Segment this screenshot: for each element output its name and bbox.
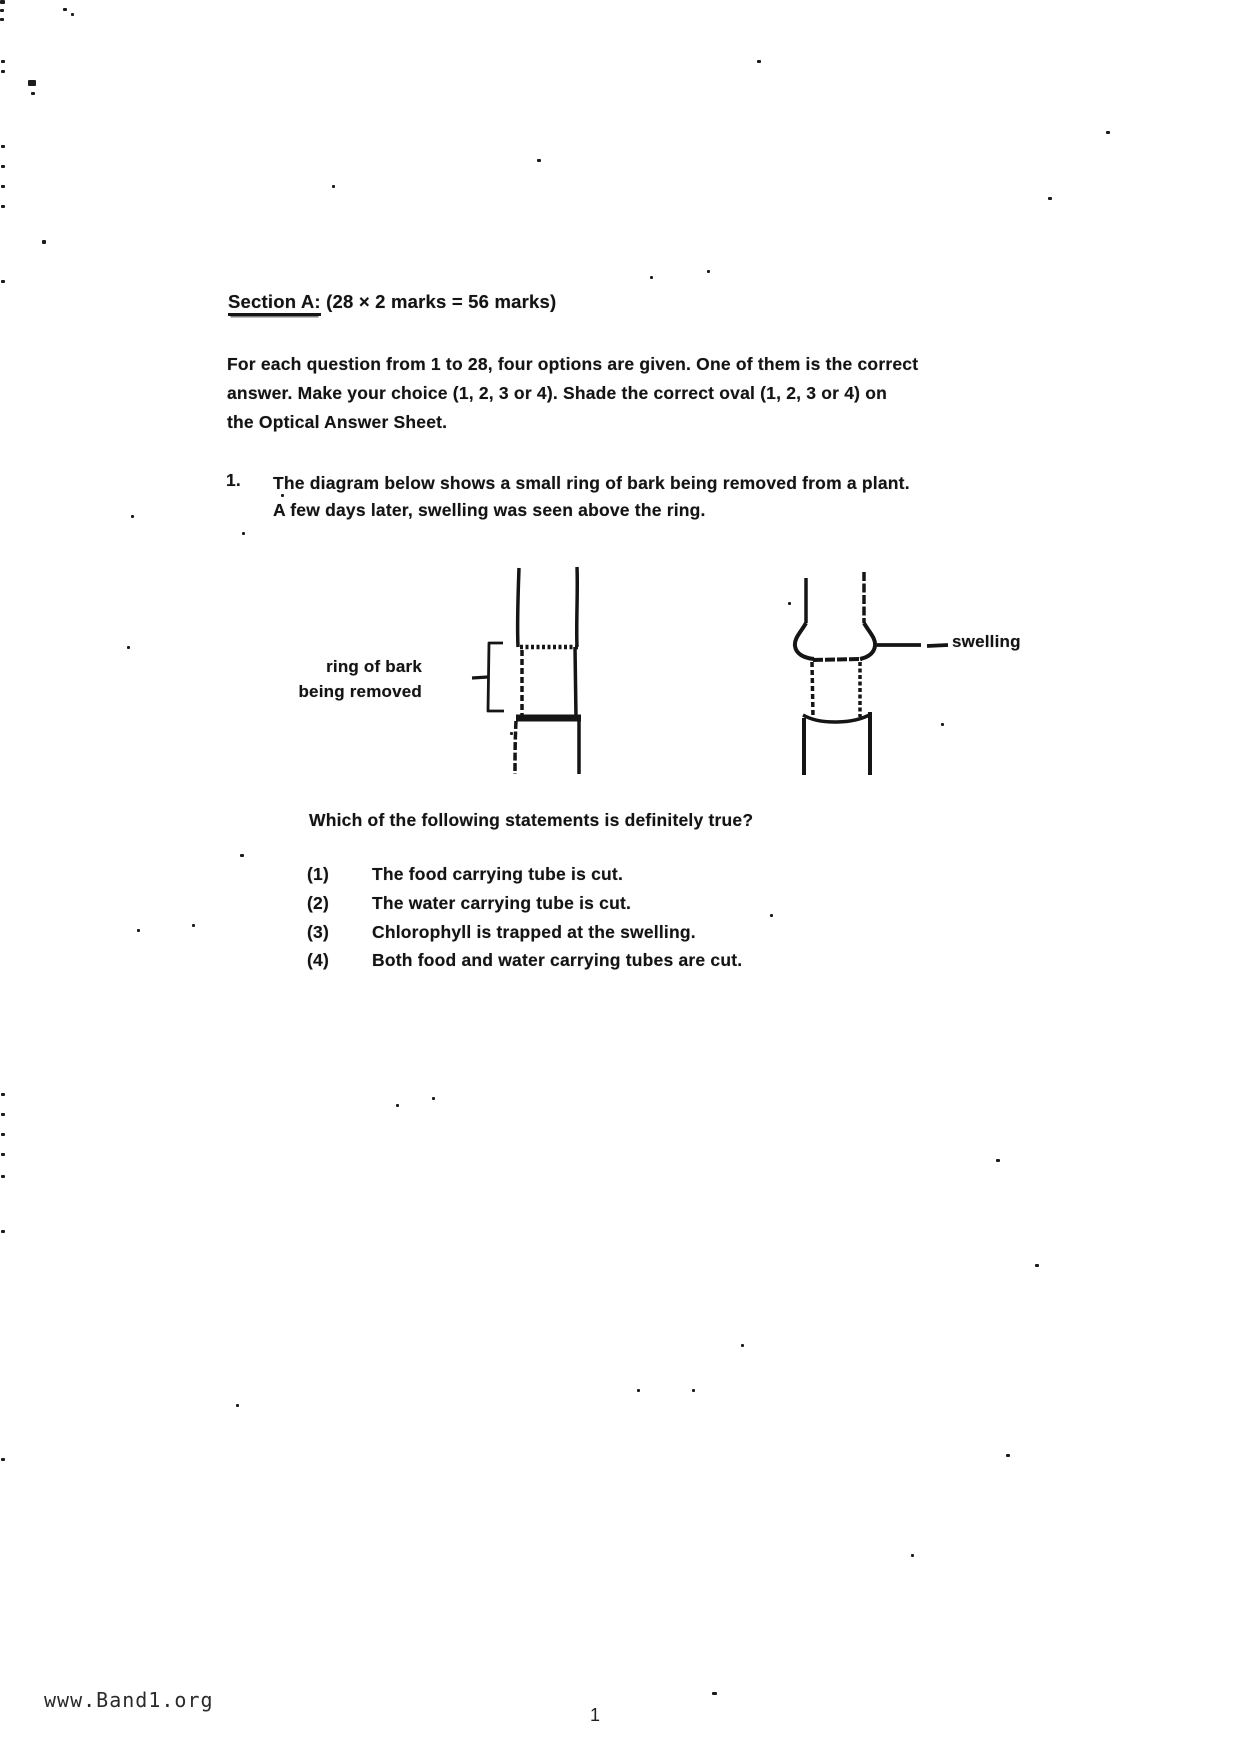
swelling-bulge-left xyxy=(795,623,814,659)
stem-left-upper-left-line xyxy=(518,568,519,647)
scan-speckle xyxy=(637,1389,640,1392)
option-1 xyxy=(307,864,742,893)
swelling-label: swelling xyxy=(952,632,1021,651)
scan-speckle xyxy=(281,494,284,497)
scan-speckle xyxy=(332,185,335,188)
scan-speckle xyxy=(127,646,130,649)
instructions-line-3: the Optical Answer Sheet. xyxy=(227,412,448,432)
ring-bracket-tick xyxy=(472,677,488,678)
option-4 xyxy=(307,950,742,979)
scan-speckle xyxy=(28,80,36,86)
question-number: 1. xyxy=(226,470,241,490)
scan-speckle xyxy=(242,532,245,535)
scan-speckle xyxy=(1,1133,5,1136)
scan-speckle xyxy=(1,205,5,208)
option-2 xyxy=(307,893,742,922)
section-heading-title: Section A: xyxy=(228,291,321,316)
ring-bracket xyxy=(488,643,504,711)
instructions-line-2: answer. Make your choice (1, 2, 3 or 4). Shade the correct oval (1, 2, 3 or 4) on xyxy=(227,383,888,403)
stem-left-upper-right-line xyxy=(577,567,578,647)
scan-speckle xyxy=(1035,1264,1039,1267)
scan-speckle xyxy=(192,924,195,927)
section-heading-marks: (28 × 2 marks = 56 marks) xyxy=(320,291,557,312)
options-list xyxy=(307,864,742,979)
scan-speckle xyxy=(432,1097,435,1100)
scan-speckle xyxy=(1,1153,5,1156)
scan-speckle xyxy=(712,1692,717,1695)
scan-speckle xyxy=(396,1104,399,1107)
scan-speckle xyxy=(1,70,5,73)
scan-speckle xyxy=(941,723,944,726)
scan-speckle xyxy=(1,1230,5,1233)
scan-speckle xyxy=(757,60,761,63)
swelling-leader-line xyxy=(877,645,948,646)
question-prompt: Which of the following statements is definitely true? xyxy=(309,810,754,830)
scan-speckle xyxy=(1,1113,5,1116)
scan-speckle xyxy=(707,270,710,273)
option-3 xyxy=(307,922,742,951)
scan-speckle xyxy=(510,732,513,735)
scan-speckle xyxy=(131,515,134,518)
option-2-text: The water carrying tube is cut. xyxy=(372,892,632,913)
scan-speckle xyxy=(240,854,244,857)
scan-speckle xyxy=(1048,197,1052,200)
ring2-left-edge xyxy=(812,662,813,717)
scan-speckle xyxy=(31,92,35,95)
question-text-line-2: A few days later, swelling was seen above the ring. xyxy=(273,500,706,520)
scan-speckle xyxy=(770,914,773,917)
scan-speckle xyxy=(1,1093,5,1096)
scan-speckle xyxy=(63,8,67,11)
stem-before-diagram xyxy=(472,567,581,774)
scan-speckle xyxy=(1106,131,1110,134)
swelling-bulge-right xyxy=(860,623,875,659)
scan-speckle xyxy=(137,929,140,932)
swelling-bottom-edge xyxy=(813,659,862,660)
ring-right-edge xyxy=(575,647,576,718)
question-text-line-1: The diagram below shows a small ring of bark being removed from a plant. xyxy=(273,473,910,493)
stem-left-lower-left-line xyxy=(515,721,516,774)
scan-speckle xyxy=(537,159,541,162)
scan-speckle xyxy=(1,145,5,148)
question-text xyxy=(273,470,910,524)
option-1-text: The food carrying tube is cut. xyxy=(372,864,624,884)
scan-speckle xyxy=(0,9,4,12)
option-4-number: (4) xyxy=(307,950,329,971)
scan-speckle xyxy=(1,1458,5,1461)
scan-speckle xyxy=(0,0,5,4)
scan-speckle xyxy=(1,280,5,283)
ring-of-bark-label-line-2: being removed xyxy=(298,682,422,701)
ring-of-bark-label-line-1: ring of bark xyxy=(326,657,422,676)
scan-speckle xyxy=(996,1159,1000,1162)
option-4-text: Both food and water carrying tubes are cut. xyxy=(372,950,743,971)
scan-speckle xyxy=(741,1344,744,1347)
scan-speckle xyxy=(71,13,74,16)
scan-speckle xyxy=(1,60,5,63)
instructions-paragraph xyxy=(227,350,918,437)
scan-speckle xyxy=(1,165,5,168)
instructions-line-1: For each question from 1 to 28, four options are given. One of them is the correct xyxy=(227,354,919,374)
ring-of-bark-label xyxy=(278,654,422,704)
option-2-number: (2) xyxy=(307,892,329,913)
scan-speckle xyxy=(911,1554,914,1557)
scan-speckle xyxy=(788,602,791,605)
scan-speckle xyxy=(692,1389,695,1392)
scan-speckle xyxy=(0,18,4,21)
scan-speckle xyxy=(236,1404,239,1407)
option-3-text: Chlorophyll is trapped at the swelling. xyxy=(372,921,696,942)
scan-speckle xyxy=(650,276,653,279)
scan-speckle xyxy=(1,1175,5,1178)
scan-speckle xyxy=(1,185,5,188)
option-1-number: (1) xyxy=(307,864,329,884)
option-3-number: (3) xyxy=(307,921,329,942)
website-watermark: www.Band1.org xyxy=(44,1688,214,1712)
scan-speckle xyxy=(42,240,46,244)
stem-after-diagram xyxy=(795,572,948,775)
page-number: 1 xyxy=(590,1705,601,1725)
section-heading xyxy=(228,291,556,313)
scan-speckle xyxy=(1006,1454,1010,1457)
